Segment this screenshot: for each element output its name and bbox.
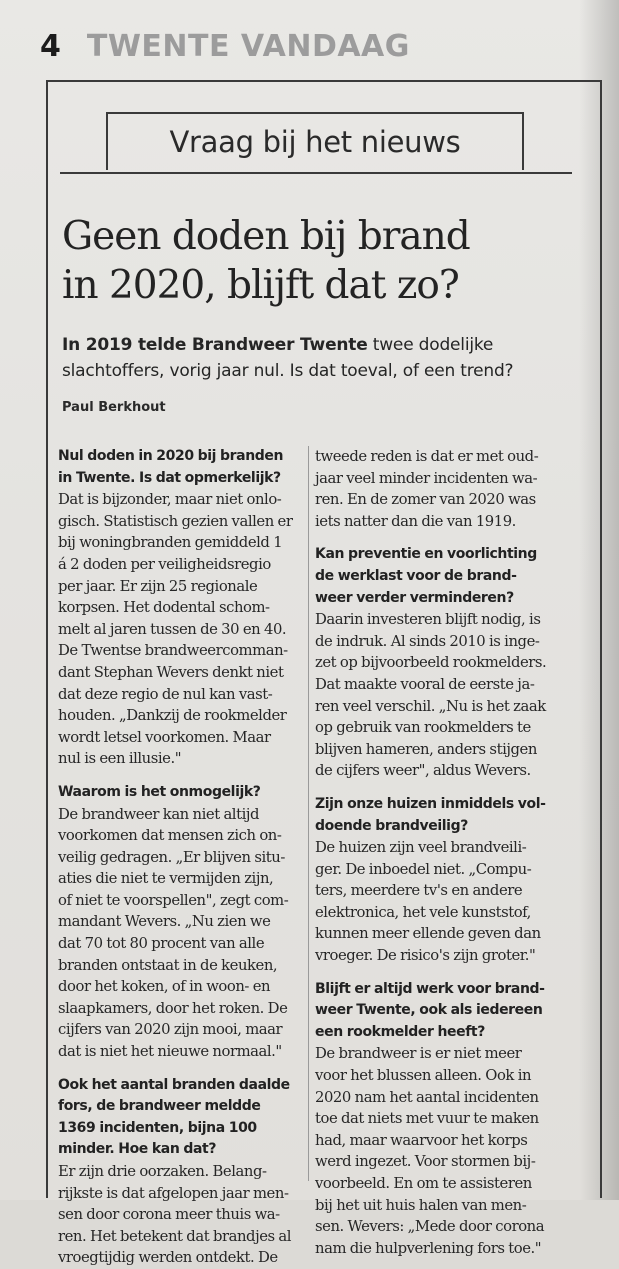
- question-line: Zijn onze huizen inmiddels vol-: [315, 795, 546, 812]
- body-line: mandant Wevers. „Nu zien we: [58, 913, 271, 931]
- body-line: De Twentse brandweercomman-: [58, 642, 288, 660]
- paragraph-gap: [315, 782, 579, 794]
- paragraph-gap: [315, 967, 579, 979]
- body-line: werd ingezet. Voor stormen bij-: [315, 1153, 536, 1171]
- masthead: [40, 24, 410, 68]
- body-line: branden ontstaat in de keuken,: [58, 956, 278, 974]
- body-line: Dat maakte vooral de eerste ja-: [315, 675, 535, 693]
- body-line: bij woningbranden gemiddeld 1: [58, 534, 283, 552]
- question-line: in Twente. Is dat opmerkelijk?: [58, 469, 281, 486]
- question-line: doende brandveilig?: [315, 817, 468, 834]
- paragraph-gap: [315, 532, 579, 544]
- question-line: Waarom is het onmogelijk?: [58, 783, 261, 800]
- body-line: á 2 doden per veiligheidsregio: [58, 555, 271, 573]
- body-line: ren veel verschil. „Nu is het zaak: [315, 697, 546, 715]
- question-line: Blijft er altijd werk voor brand-: [315, 980, 545, 997]
- body-line: dant Stephan Wevers denkt niet: [58, 663, 284, 681]
- body-line: nam die hulpverlening fors toe.": [315, 1239, 542, 1257]
- body-line: rijkste is dat afgelopen jaar men-: [58, 1184, 289, 1202]
- byline: Paul Berkhout: [62, 400, 166, 415]
- body-line: per jaar. Er zijn 25 regionale: [58, 577, 258, 595]
- body-line: elektronica, het vele kunststof,: [315, 903, 531, 921]
- headline-line-1: Geen doden bij brand: [62, 214, 470, 259]
- headline-line-2: in 2020, blijft dat zo?: [62, 263, 459, 308]
- body-line: vroegtijdig werden ontdekt. De: [58, 1249, 278, 1267]
- body-line: voorbeeld. En om te assisteren: [315, 1175, 532, 1192]
- question-line: de werklast voor de brand-: [315, 567, 517, 584]
- intro-rest: twee dodelijke: [367, 335, 494, 355]
- question-line: weer verder verminderen?: [315, 589, 514, 606]
- body-line: melt al jaren tussen de 30 en 40.: [58, 620, 287, 638]
- body-line: voorkomen dat mensen zich on-: [58, 827, 282, 845]
- body-line: 2020 nam het aantal incidenten: [315, 1088, 539, 1106]
- body-line: sen door corona meer thuis wa-: [58, 1206, 280, 1224]
- paragraph-gap: [58, 1063, 308, 1075]
- body-line: korpsen. Het dodental schom-: [58, 599, 270, 617]
- body-line: dat 70 tot 80 procent van alle: [58, 935, 265, 953]
- body-line: tweede reden is dat er met oud-: [315, 448, 539, 465]
- intro: [62, 332, 602, 384]
- body-line: veilig gedragen. „Er blijven situ-: [58, 848, 285, 866]
- body-line: ren. En de zomer van 2020 was: [315, 491, 536, 509]
- body-line: of niet te voorspellen", zegt com-: [58, 891, 289, 909]
- body-line: wordt letsel voorkomen. Maar: [58, 728, 271, 746]
- body-line: de cijfers weer", aldus Wevers.: [315, 762, 531, 780]
- body-line: aties die niet te vermijden zijn,: [58, 870, 274, 888]
- body-line: slaapkamers, door het roken. De: [58, 999, 288, 1017]
- paragraph-gap: [58, 770, 308, 782]
- body-line: Dat is bijzonder, maar niet onlo-: [58, 491, 282, 509]
- question-line: Ook het aantal branden daalde: [58, 1076, 290, 1093]
- column-separator: [308, 446, 309, 1181]
- body-line: had, maar waarvoor het korps: [315, 1131, 528, 1149]
- body-line: op gebruik van rookmelders te: [315, 719, 531, 737]
- question-line: minder. Hoe kan dat?: [58, 1141, 217, 1158]
- body-line: cijfers van 2020 zijn mooi, maar: [58, 1021, 283, 1039]
- article-column-right: [315, 446, 579, 1259]
- body-line: sen. Wevers: „Mede door corona: [315, 1218, 545, 1236]
- body-line: iets natter dan die van 1919.: [315, 512, 516, 530]
- body-line: De brandweer kan niet altijd: [58, 805, 260, 823]
- question-line: Kan preventie en voorlichting: [315, 546, 537, 563]
- headline: [62, 212, 582, 310]
- body-line: toe dat niets met vuur te maken: [315, 1110, 539, 1128]
- body-line: voor het blussen alleen. Ook in: [315, 1067, 532, 1085]
- body-line: ger. De inboedel niet. „Compu-: [315, 860, 532, 878]
- body-line: ren. Het betekent dat brandjes al: [58, 1227, 292, 1245]
- body-line: vroeger. De risico's zijn groter.": [315, 947, 536, 965]
- question-line: 1369 incidenten, bijna 100: [58, 1119, 257, 1136]
- question-line: een rookmelder heeft?: [315, 1023, 485, 1040]
- question-line: Nul doden in 2020 bij branden: [58, 448, 284, 464]
- article-column-left: [58, 446, 308, 1269]
- body-line: bij het uit huis halen van men-: [315, 1196, 527, 1214]
- body-line: nul is een illusie.": [58, 750, 182, 768]
- intro-bold: In 2019 telde Brandweer Twente: [62, 335, 368, 355]
- body-line: kunnen meer ellende geven dan: [315, 925, 541, 943]
- section-title: TWENTE VANDAAG: [86, 28, 410, 64]
- body-line: gisch. Statistisch gezien vallen er: [58, 512, 293, 530]
- rubric-rule: [60, 172, 572, 174]
- rubric-box: [106, 112, 524, 170]
- body-line: ters, meerdere tv's en andere: [315, 882, 523, 900]
- body-line: blijven hameren, anders stijgen: [315, 740, 537, 758]
- body-line: dat is niet het nieuwe normaal.": [58, 1043, 282, 1061]
- question-line: fors, de brandweer meldde: [58, 1098, 261, 1115]
- body-line: zet op bijvoorbeeld rookmelders.: [315, 654, 547, 672]
- body-line: door het koken, of in woon- en: [58, 978, 271, 996]
- question-line: weer Twente, ook als iedereen: [315, 1002, 543, 1019]
- body-line: Daarin investeren blijft nodig, is: [315, 611, 541, 629]
- body-line: houden. „Dankzij de rookmelder: [58, 707, 287, 725]
- rubric-label: Vraag bij het nieuws: [169, 125, 461, 159]
- body-line: De brandweer is er niet meer: [315, 1045, 522, 1063]
- body-line: dat deze regio de nul kan vast-: [58, 685, 273, 703]
- body-line: jaar veel minder incidenten wa-: [315, 469, 538, 487]
- intro-line-1: [62, 332, 602, 358]
- body-line: de indruk. Al sinds 2010 is inge-: [315, 632, 540, 650]
- page-number: 4: [40, 28, 61, 64]
- body-line: De huizen zijn veel brandveili-: [315, 839, 527, 857]
- intro-line-2: slachtoffers, vorig jaar nul. Is dat toeval, of een trend?: [62, 361, 514, 381]
- body-line: Er zijn drie oorzaken. Belang-: [58, 1163, 267, 1180]
